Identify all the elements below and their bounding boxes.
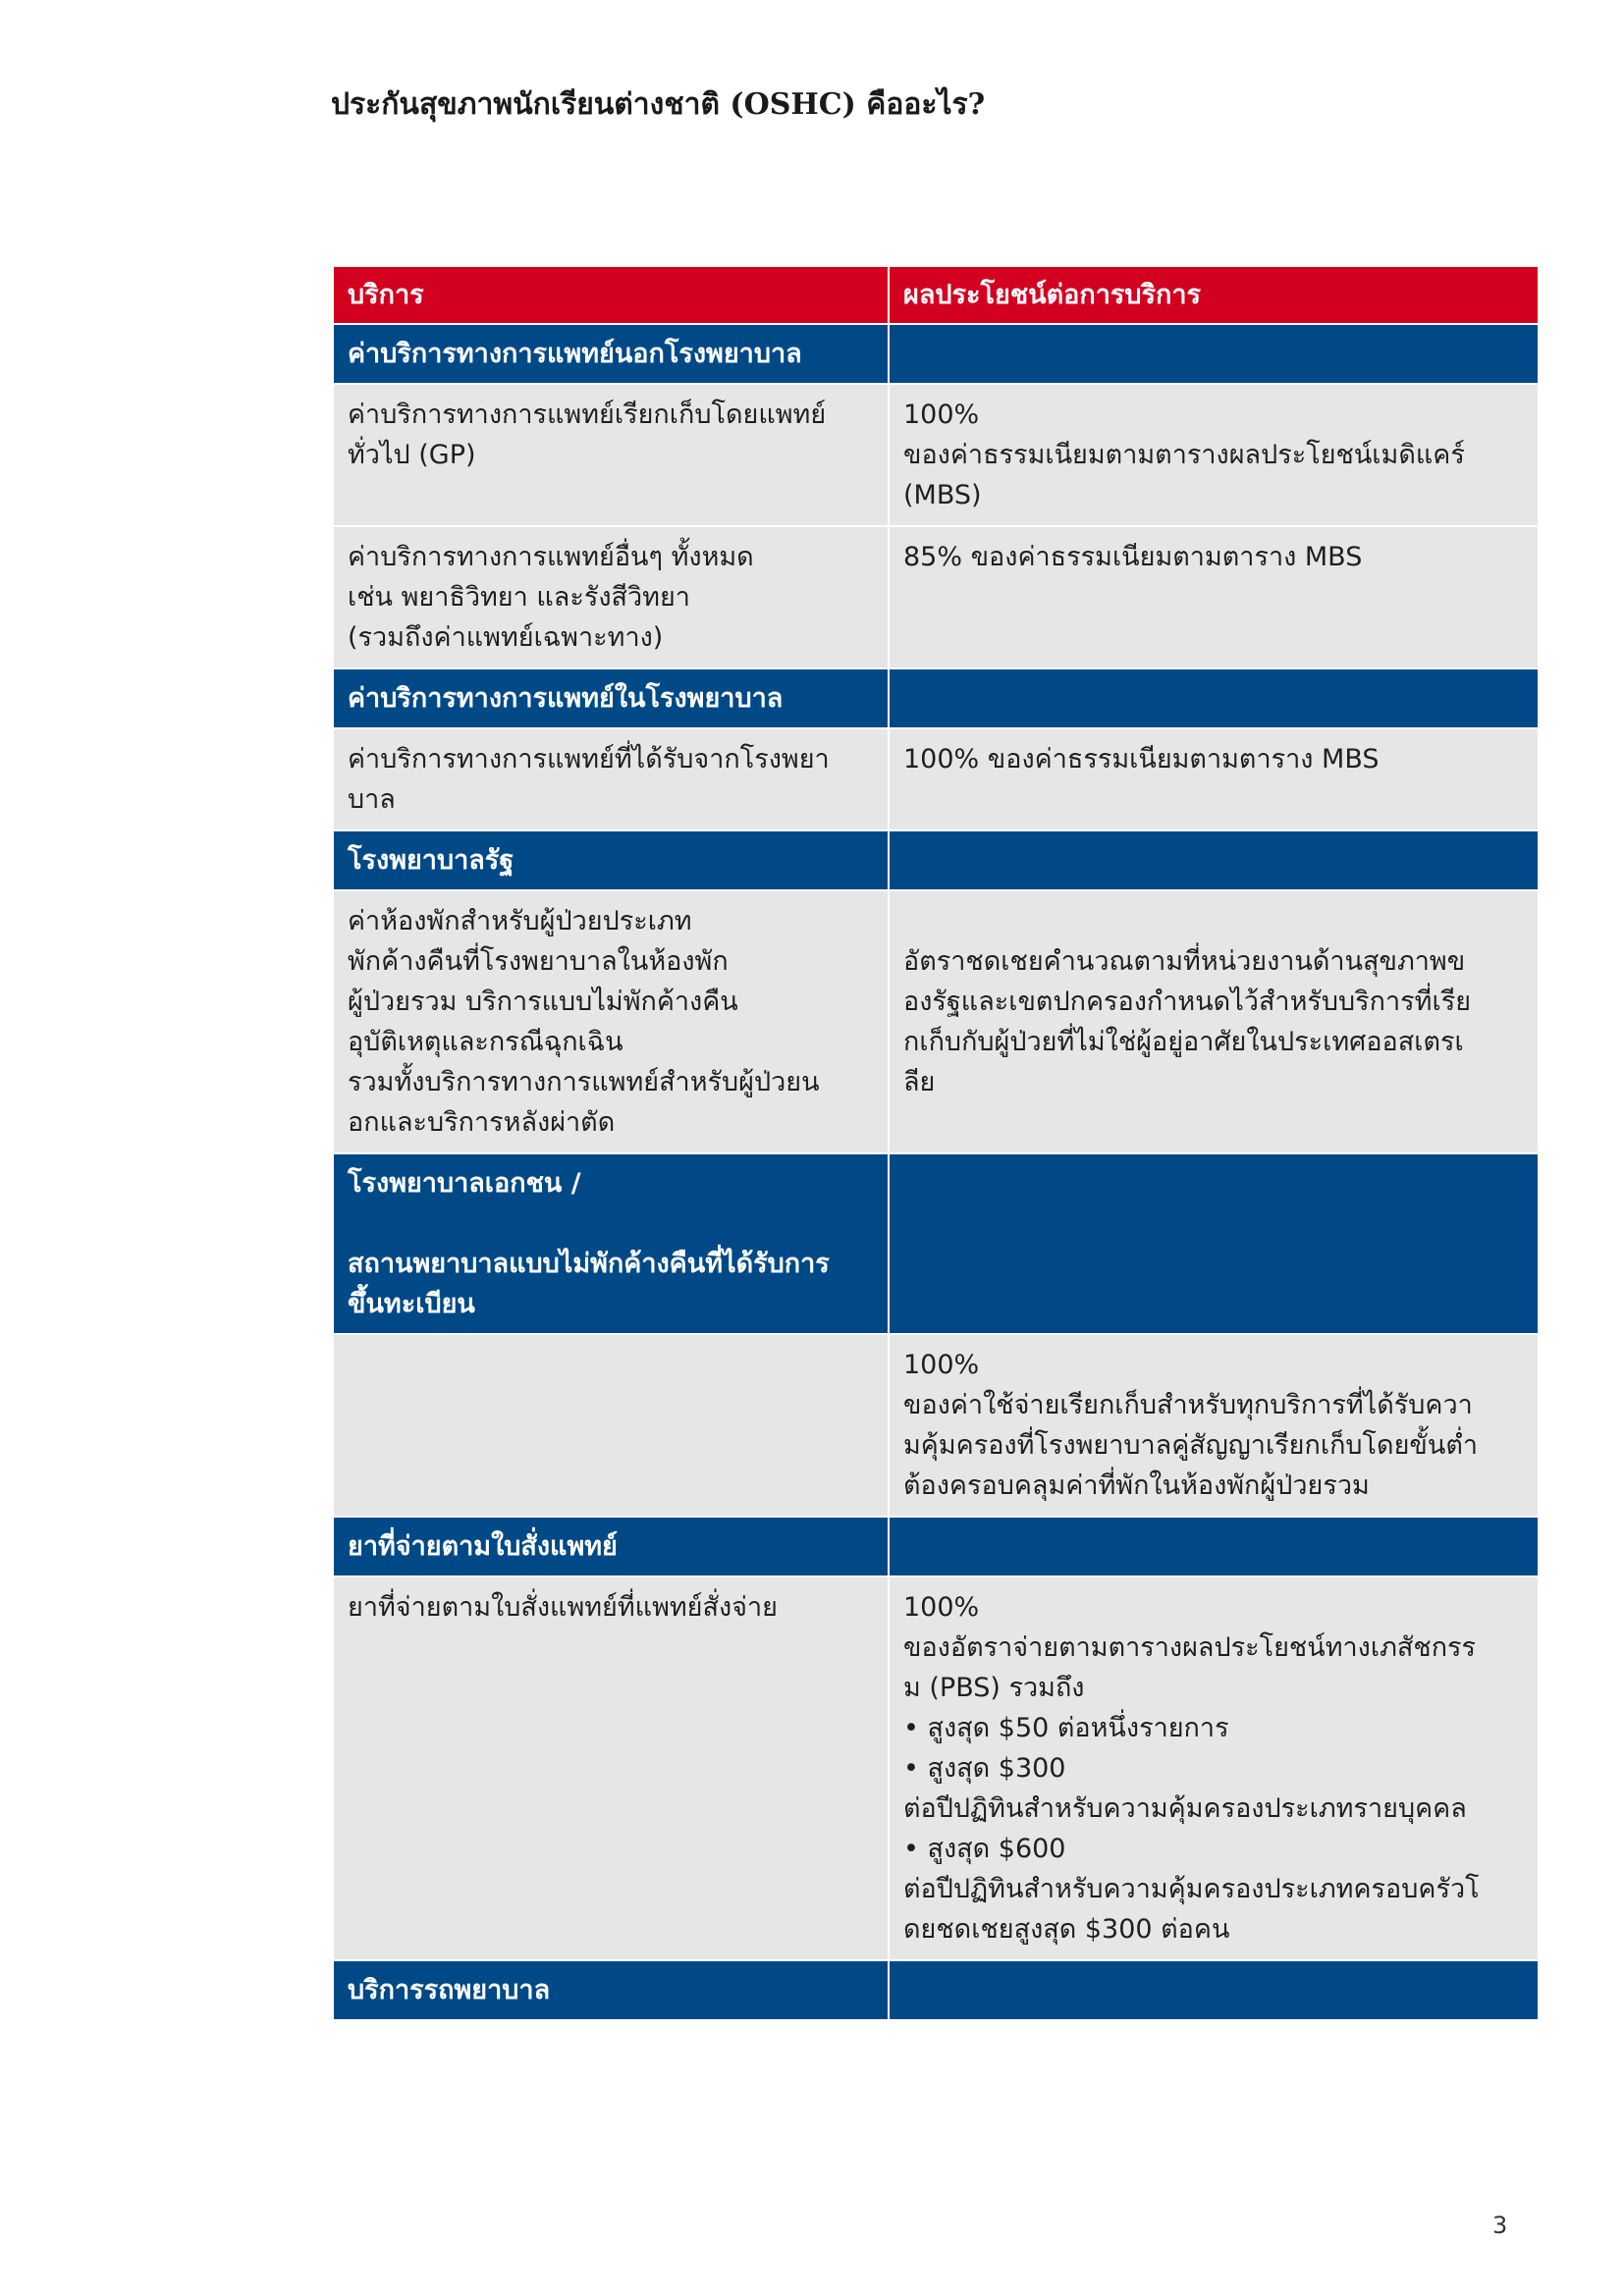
section-empty-cell <box>889 1517 1539 1576</box>
table-header-row <box>333 266 1539 324</box>
section-empty-cell <box>889 324 1539 384</box>
table-section-row <box>333 1960 1539 2020</box>
table-section-row <box>333 1153 1539 1334</box>
table-section-row <box>333 324 1539 384</box>
section-empty-cell <box>889 1960 1539 2020</box>
column-header-service: บริการ <box>333 266 889 324</box>
table-row <box>333 890 1539 1153</box>
page-title: ประกันสุขภาพนักเรียนต่างชาติ (OSHC) คืออะไร? <box>331 87 986 122</box>
service-cell: ค่าบริการทางการแพทย์อื่นๆ ทั้งหมด เช่น พยาธิวิทยา และรังสีวิทยา (รวมถึงค่าแพทย์เฉพาะทาง) <box>333 526 889 668</box>
table-row <box>333 1576 1539 1960</box>
service-cell: ค่าบริการทางการแพทย์ที่ได้รับจากโรงพยา บาล <box>333 728 889 830</box>
table-row <box>333 384 1539 526</box>
benefit-cell: อัตราชดเชยคำนวณตามที่หน่วยงานด้านสุขภาพข องรัฐและเขตปกครองกำหนดไว้สำหรับบริการที่เรีย กเก็บกับผู้ป่วยที่ไม่ใช่ผู้อยู่อาศัยในประเทศออสเตรเ ลีย <box>889 890 1539 1153</box>
column-header-benefit: ผลประโยชน์ต่อการบริการ <box>889 266 1539 324</box>
section-title-cell: โรงพยาบาลรัฐ <box>333 830 889 890</box>
section-empty-cell <box>889 830 1539 890</box>
benefit-cell: 100% ของค่าธรรมเนียมตามตาราง MBS <box>889 728 1539 830</box>
section-title-cell: ค่าบริการทางการแพทย์ในโรงพยาบาล <box>333 668 889 728</box>
service-cell <box>333 1334 889 1517</box>
section-title-cell: ค่าบริการทางการแพทย์นอกโรงพยาบาล <box>333 324 889 384</box>
table-row <box>333 1334 1539 1517</box>
section-title-cell: ยาที่จ่ายตามใบสั่งแพทย์ <box>333 1517 889 1576</box>
section-empty-cell <box>889 1153 1539 1334</box>
table-section-row <box>333 668 1539 728</box>
section-empty-cell <box>889 668 1539 728</box>
section-title-cell: บริการรถพยาบาล <box>333 1960 889 2020</box>
table-row <box>333 728 1539 830</box>
service-cell: ค่าห้องพักสำหรับผู้ป่วยประเภท พักค้างคืนที่โรงพยาบาลในห้องพัก ผู้ป่วยรวม บริการแบบไม่พักค้างคืน อุบัติเหตุและกรณีฉุกเฉิน รวมทั้งบริการทางการแพทย์สำหรับผู้ป่วยน อกและบริการหลังผ่าตัด <box>333 890 889 1153</box>
table-section-row <box>333 830 1539 890</box>
page-number: 3 <box>1492 2212 1508 2239</box>
benefit-cell: 85% ของค่าธรรมเนียมตามตาราง MBS <box>889 526 1539 668</box>
benefit-cell: 100% ของอัตราจ่ายตามตารางผลประโยชน์ทางเภสัชกรร ม (PBS) รวมถึง • สูงสุด $50 ต่อหนึ่งรายการ • สูงสุด $300 ต่อปีปฏิทินสำหรับความคุ้มครองประเภทรายบุคคล • สูงสุด $600 ต่อปีปฏิทินสำหรับความคุ้มครองประเภทครอบครัวโ ดยชดเชยสูงสุด $300 ต่อคน <box>889 1576 1539 1960</box>
benefit-cell: 100% ของค่าธรรมเนียมตามตารางผลประโยชน์เมดิแคร์ (MBS) <box>889 384 1539 526</box>
benefits-table <box>332 265 1540 2021</box>
table-row <box>333 526 1539 668</box>
table-section-row <box>333 1517 1539 1576</box>
service-cell: ยาที่จ่ายตามใบสั่งแพทย์ที่แพทย์สั่งจ่าย <box>333 1576 889 1960</box>
section-title-cell: โรงพยาบาลเอกชน / สถานพยาบาลแบบไม่พักค้างคืนที่ได้รับการ ขึ้นทะเบียน <box>333 1153 889 1334</box>
benefits-table-body <box>333 266 1539 2020</box>
service-cell: ค่าบริการทางการแพทย์เรียกเก็บโดยแพทย์ ทั่วไป (GP) <box>333 384 889 526</box>
benefit-cell: 100% ของค่าใช้จ่ายเรียกเก็บสำหรับทุกบริการที่ได้รับควา มคุ้มครองที่โรงพยาบาลคู่สัญญาเรียกเก็บโดยขั้นต่ำ ต้องครอบคลุมค่าที่พักในห้องพักผู้ป่วยรวม <box>889 1334 1539 1517</box>
